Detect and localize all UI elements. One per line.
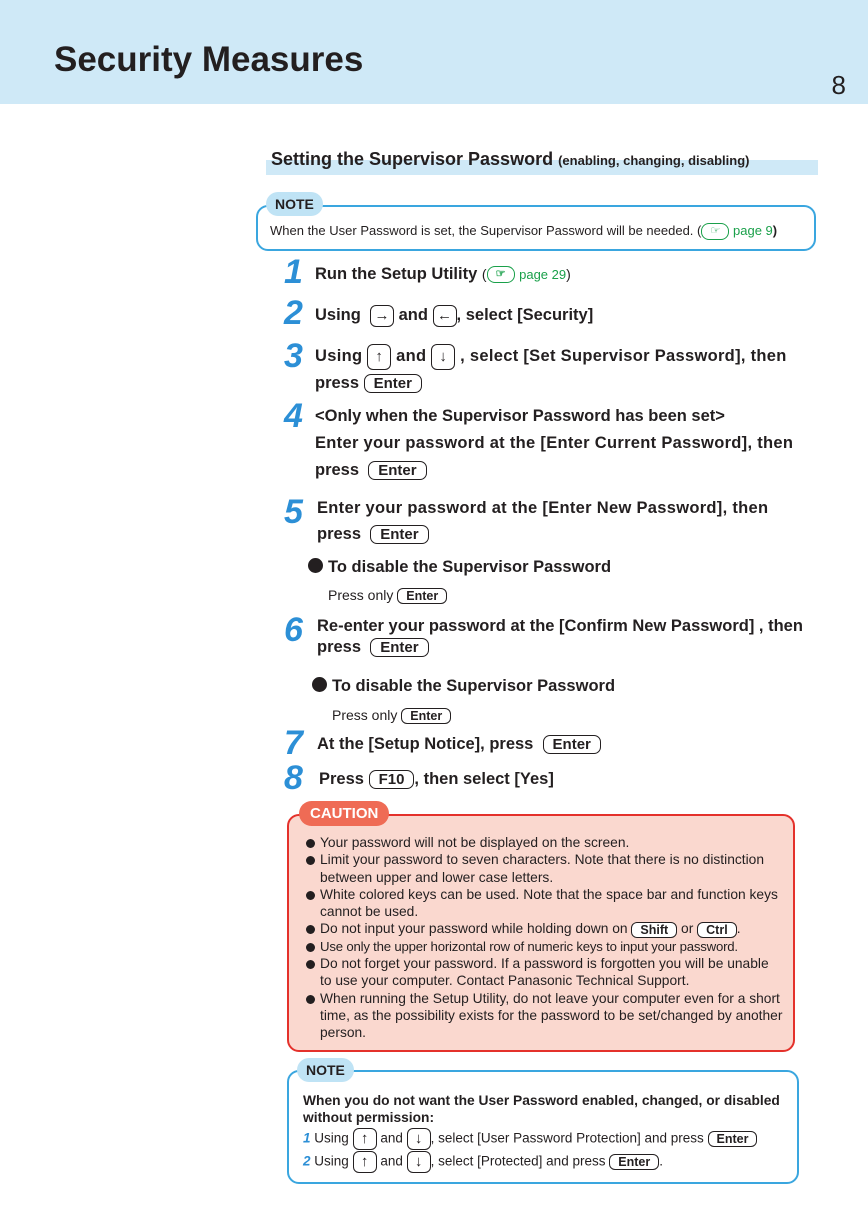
enter-key-icon: Enter <box>370 638 428 657</box>
left-arrow-key-icon: ← <box>433 305 457 327</box>
step-8: Press F10 , then select [Yes] <box>319 770 554 789</box>
enter-key-icon: Enter <box>370 525 428 544</box>
bullet-icon <box>312 677 327 692</box>
press-only-note: Press only Enter <box>328 587 447 604</box>
page-header-band <box>0 0 868 104</box>
step-number: 5 <box>284 493 303 531</box>
step-number: 7 <box>284 724 303 762</box>
note-tag: NOTE <box>297 1058 354 1082</box>
right-arrow-key-icon: → <box>370 305 394 327</box>
caution-list <box>303 834 783 1042</box>
section-title: Setting the Supervisor Password <box>271 149 554 169</box>
disable-heading: To disable the Supervisor Password <box>308 558 611 577</box>
up-arrow-key-icon: ↑ <box>353 1128 377 1150</box>
bullet-icon <box>308 558 323 573</box>
list-item: Your password will not be displayed on the screen. <box>303 834 783 851</box>
step-number: 3 <box>284 337 303 375</box>
press-only-note: Press only Enter <box>332 707 451 724</box>
step-3: Using ↑ and ↓ , select [Set Supervisor Password], then <box>315 343 787 370</box>
note-box-top <box>256 205 816 251</box>
enter-key-icon: Enter <box>609 1154 659 1170</box>
list-item: When running the Setup Utility, do not leave your computer even for a short time, as the possibility exists for the password to be set/changed by another person. <box>303 990 783 1042</box>
enter-key-icon: Enter <box>397 588 447 604</box>
step-4-line1: <Only when the Supervisor Password has been set> <box>315 407 725 425</box>
down-arrow-key-icon: ↓ <box>407 1151 431 1173</box>
pointing-hand-icon: ☞ <box>701 223 729 240</box>
down-arrow-key-icon: ↓ <box>407 1128 431 1150</box>
list-item: Do not forget your password. If a password is forgotten you will be unable to use your computer. Contact Panasonic Technical Support. <box>303 955 783 990</box>
page-ref-link[interactable]: page 9 <box>733 223 773 238</box>
page-number: 8 <box>831 70 846 100</box>
caution-tag: CAUTION <box>299 801 389 826</box>
step-7: At the [Setup Notice], press Enter <box>317 731 601 758</box>
page-title: Security Measures <box>54 40 364 79</box>
note-text: When the User Password is set, the Supervisor Password will be needed. ( ☞ page 9) <box>270 223 777 240</box>
note-step-2: 2 Using ↑ and ↓ , select [Protected] and press Enter . <box>303 1151 663 1173</box>
section-heading <box>266 149 818 175</box>
list-item: Do not input your password while holding down on Shift or Ctrl . <box>303 920 783 937</box>
list-item: White colored keys can be used. Note that the space bar and function keys cannot be used. <box>303 886 783 921</box>
step-number: 4 <box>284 397 303 435</box>
step-6-line2: press Enter <box>317 634 429 661</box>
step-number: 8 <box>284 759 303 797</box>
step-3-line2: press Enter <box>315 370 422 397</box>
list-item: Limit your password to seven characters. Note that there is no distinction between upper and lower case letters. <box>303 851 783 886</box>
enter-key-icon: Enter <box>708 1131 758 1147</box>
step-4-line2: Enter your password at the [Enter Current Password], then <box>315 434 794 452</box>
step-1: Run the Setup Utility ( ☞ page 29) <box>315 265 571 283</box>
step-number: 2 <box>284 294 303 332</box>
page-ref-link[interactable]: page 29 <box>519 267 567 282</box>
step-number: 6 <box>284 611 303 649</box>
note-heading: When you do not want the User Password enabled, changed, or disabled without permission: <box>303 1093 780 1125</box>
enter-key-icon: Enter <box>364 374 422 393</box>
step-2: Using → and ← , select [Security] <box>315 302 593 329</box>
step-4-line3: press Enter <box>315 457 427 484</box>
up-arrow-key-icon: ↑ <box>367 344 391 370</box>
shift-key-icon: Shift <box>631 922 677 938</box>
f10-key-icon: F10 <box>369 770 415 789</box>
up-arrow-key-icon: ↑ <box>353 1151 377 1173</box>
note-step-1: 1 Using ↑ and ↓ , select [User Password Protection] and press Enter <box>303 1128 757 1150</box>
step-5-line1: Enter your password at the [Enter New Password], then <box>317 499 769 517</box>
disable-heading: To disable the Supervisor Password <box>312 677 615 696</box>
step-5-line2: press Enter <box>317 521 429 548</box>
down-arrow-key-icon: ↓ <box>431 344 455 370</box>
step-6-line1: Re-enter your password at the [Confirm New Password] , then <box>317 617 803 635</box>
section-subtitle: (enabling, changing, disabling) <box>558 153 750 168</box>
note-tag: NOTE <box>266 192 323 216</box>
ctrl-key-icon: Ctrl <box>697 922 737 938</box>
list-item: Use only the upper horizontal row of numeric keys to input your password. <box>303 938 783 955</box>
enter-key-icon: Enter <box>543 735 601 754</box>
enter-key-icon: Enter <box>401 708 451 724</box>
pointing-hand-icon: ☞ <box>487 266 515 283</box>
step-number: 1 <box>284 253 303 291</box>
enter-key-icon: Enter <box>368 461 426 480</box>
